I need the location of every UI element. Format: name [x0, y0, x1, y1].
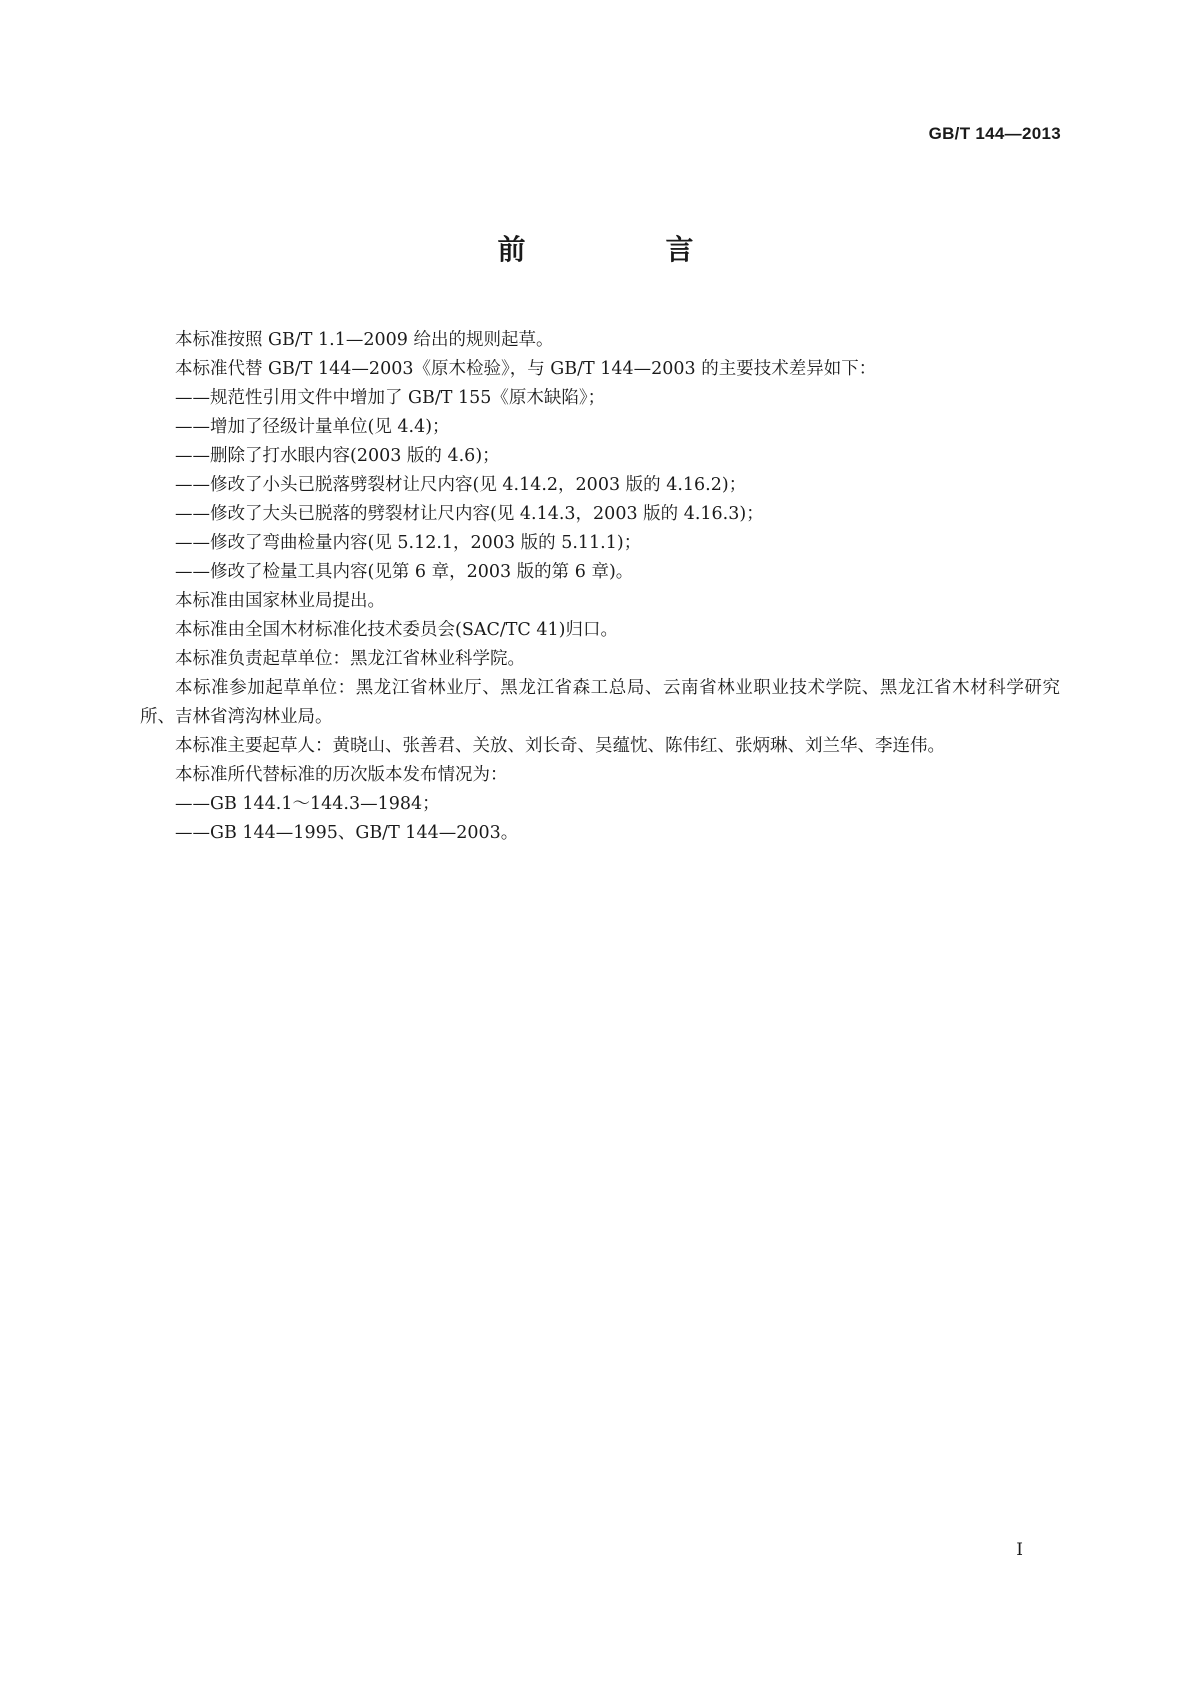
page-number: I	[1016, 1540, 1023, 1560]
paragraph-committee: 本标准由全国木材标准化技术委员会(SAC/TC 41)归口。	[175, 620, 618, 640]
list-item: ——修改了检量工具内容(见第 6 章，2003 版的第 6 章)。	[175, 562, 634, 582]
paragraph-responsible-unit: 本标准负责起草单位：黑龙江省林业科学院。	[175, 649, 525, 669]
paragraph-proposer: 本标准由国家林业局提出。	[175, 591, 385, 611]
list-item: ——修改了大头已脱落的劈裂材让尺内容(见 4.14.3，2003 版的 4.16.3)；	[175, 504, 764, 524]
list-item: ——修改了弯曲检量内容(见 5.12.1，2003 版的 5.11.1)；	[175, 533, 642, 553]
list-item: ——删除了打水眼内容(2003 版的 4.6)；	[175, 446, 500, 466]
standard-code: GB/T 144—2013	[928, 124, 1061, 143]
list-item: ——GB 144—1995、GB/T 144—2003。	[175, 823, 519, 843]
list-item: ——GB 144.1～144.3—1984；	[175, 794, 440, 814]
page-title: 前 言	[497, 233, 750, 266]
paragraph-history: 本标准所代替标准的历次版本发布情况为：	[175, 765, 508, 785]
list-item: ——规范性引用文件中增加了 GB/T 155《原木缺陷》；	[175, 388, 606, 408]
paragraph-drafting-rules: 本标准按照 GB/T 1.1—2009 给出的规则起草。	[175, 330, 554, 350]
body-text	[140, 326, 1060, 848]
paragraph-drafters: 本标准主要起草人：黄晓山、张善君、关放、刘长奇、吴蕴忱、陈伟红、张炳琳、刘兰华、李连伟。	[175, 736, 945, 756]
list-item: ——修改了小头已脱落劈裂材让尺内容(见 4.14.2，2003 版的 4.16.2)；	[175, 475, 747, 495]
paragraph-replacement: 本标准代替 GB/T 144—2003《原木检验》，与 GB/T 144—2003 的主要技术差异如下：	[175, 359, 877, 379]
paragraph-participating-units: 本标准参加起草单位：黑龙江省林业厅、黑龙江省森工总局、云南省林业职业技术学院、黑龙江省木材科学研究所、吉林省湾沟林业局。	[140, 678, 1060, 727]
list-item: ——增加了径级计量单位(见 4.4)；	[175, 417, 450, 437]
